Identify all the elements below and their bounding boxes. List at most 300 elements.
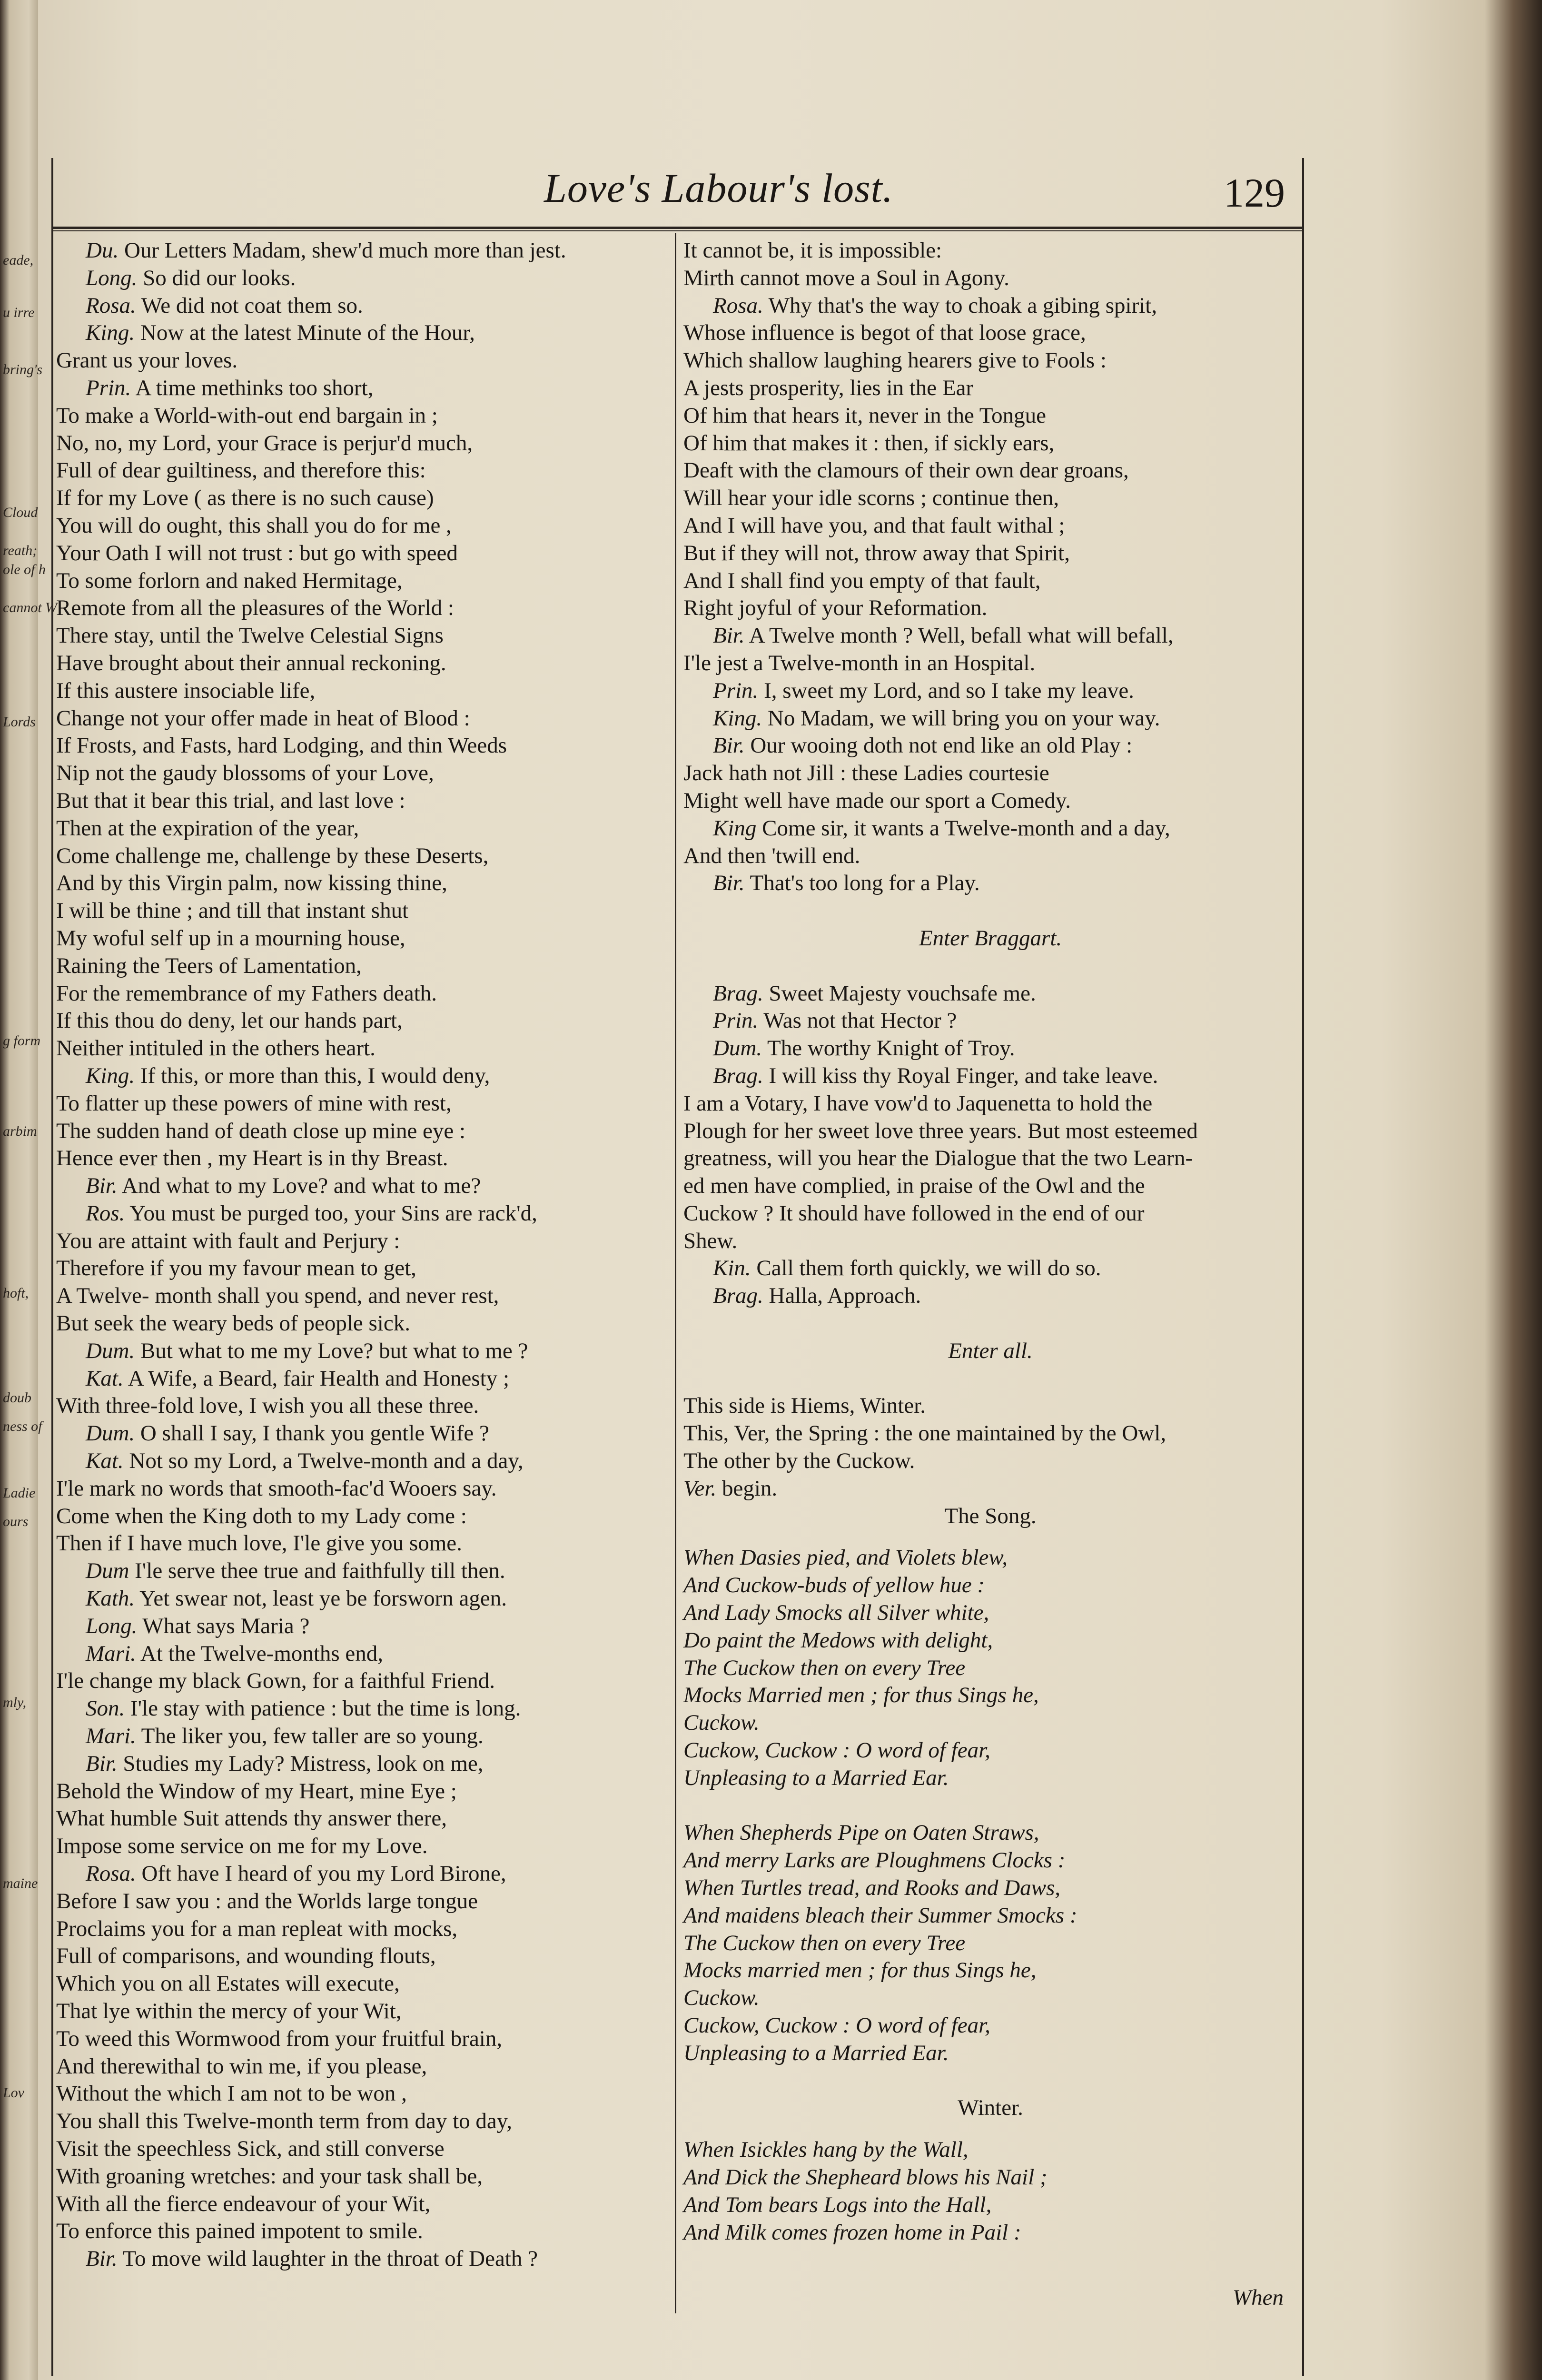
line-text: Change not your offer made in heat of Blood : xyxy=(56,705,470,731)
verse-line xyxy=(56,1557,670,1585)
verse-line xyxy=(683,457,1297,485)
song-line: And Dick the Shepheard blows his Nail ; xyxy=(683,2164,1048,2190)
prev-page-fragment: ole of h xyxy=(3,562,46,577)
verse-line xyxy=(56,1695,670,1723)
line-text: Come sir, it wants a Twelve-month and a day, xyxy=(756,815,1170,841)
verse-line xyxy=(56,1255,670,1282)
line-text: Shew. xyxy=(683,1228,738,1253)
speaker-prefix: Du. xyxy=(86,238,119,263)
line-text: A Twelve- month shall you spend, and never rest, xyxy=(56,1283,499,1309)
verse-line xyxy=(683,622,1297,650)
verse-line xyxy=(56,567,670,595)
speaker-prefix: Bir. xyxy=(86,2246,118,2271)
speaker-prefix: King. xyxy=(713,705,762,731)
verse-line xyxy=(56,760,670,787)
song-line: When Turtles tread, and Rooks and Daws, xyxy=(683,1875,1061,1901)
header-rule xyxy=(51,227,1304,229)
verse-line xyxy=(683,595,1297,622)
prev-page-fragment: u irre xyxy=(3,305,35,320)
column-divider xyxy=(675,233,676,2313)
verse-line xyxy=(56,1475,670,1503)
verse-line xyxy=(56,1613,670,1640)
verse-line xyxy=(683,512,1297,540)
line-text: But what to me my Love? but what to me ? xyxy=(135,1338,528,1363)
line-text: Then if I have much love, I'le give you some. xyxy=(56,1531,462,1556)
speaker-prefix: Bir. xyxy=(86,1751,118,1776)
speaker-prefix: Dum. xyxy=(86,1338,135,1363)
verse-line xyxy=(683,485,1297,512)
song-line: Cuckow, Cuckow : O word of fear, xyxy=(683,2013,990,2038)
previous-page-edge xyxy=(0,0,58,2380)
verse-line xyxy=(56,1860,670,1888)
verse-line xyxy=(56,1145,670,1172)
blank-line xyxy=(683,1310,1297,1338)
verse-line xyxy=(56,1228,670,1255)
verse-line xyxy=(56,2135,670,2163)
speaker-prefix: Dum. xyxy=(713,1036,762,1061)
line-text: There stay, until the Twelve Celestial Signs xyxy=(56,623,444,648)
catchword: When xyxy=(1233,2285,1284,2310)
speaker-prefix: Brag. xyxy=(713,981,763,1006)
verse-line xyxy=(683,1090,1297,1118)
verse-line xyxy=(56,2025,670,2053)
prev-page-fragment: eade, xyxy=(3,252,34,268)
verse-line xyxy=(56,980,670,1008)
speaker-prefix: Son. xyxy=(86,1696,125,1721)
speaker-prefix: Long. xyxy=(86,1613,138,1638)
line-text: Full of comparisons, and wounding flouts, xyxy=(56,1944,436,1969)
blank-line xyxy=(683,952,1297,980)
line-text: ed men have complied, in praise of the Owl and the xyxy=(683,1173,1145,1199)
verse-line xyxy=(56,1420,670,1448)
line-text: At the Twelve-months end, xyxy=(136,1641,384,1666)
verse-line xyxy=(56,1503,670,1530)
verse-line xyxy=(56,925,670,952)
verse-line xyxy=(56,870,670,897)
verse-line xyxy=(56,732,670,760)
line-text: You will do ought, this shall you do for me , xyxy=(56,513,452,538)
verse-line xyxy=(683,567,1297,595)
verse-line xyxy=(56,1888,670,1915)
verse-line xyxy=(683,1007,1297,1035)
verse-line xyxy=(56,787,670,815)
song-line: When Dasies pied, and Violets blew, xyxy=(683,1545,1008,1570)
verse-line xyxy=(56,1750,670,1778)
speaker-prefix: Rosa. xyxy=(86,1861,136,1886)
verse-line xyxy=(683,319,1297,347)
verse-line xyxy=(56,1090,670,1118)
line-text: I'le stay with patience : but the time is long. xyxy=(125,1696,521,1721)
line-text: Proclaims you for a man repleat with mocks, xyxy=(56,1916,458,1941)
line-text: A Wife, a Beard, fair Health and Honesty ; xyxy=(123,1366,510,1391)
verse-line xyxy=(56,1585,670,1613)
speaker-prefix: Kat. xyxy=(86,1366,124,1391)
line-text: I'le mark no words that smooth-fac'd Wooers say. xyxy=(56,1476,497,1501)
verse-line xyxy=(56,2163,670,2191)
speaker-prefix: Bir. xyxy=(86,1173,118,1199)
speaker-prefix: King. xyxy=(86,320,135,346)
line-text: No, no, my Lord, your Grace is perjur'd much, xyxy=(56,430,473,456)
verse-line xyxy=(56,1915,670,1943)
verse-line xyxy=(683,1118,1297,1145)
line-text: Raining the Teers of Lamentation, xyxy=(56,953,362,978)
verse-line xyxy=(56,1833,670,1860)
line-text: But seek the weary beds of people sick. xyxy=(56,1311,410,1336)
verse-line xyxy=(56,1282,670,1310)
song-heading: The Song. xyxy=(944,1503,1037,1528)
verse-line xyxy=(683,843,1297,870)
verse-line xyxy=(56,1805,670,1833)
speaker-prefix: Kat. xyxy=(86,1448,124,1474)
verse-line xyxy=(56,1062,670,1090)
line-text: I will kiss thy Royal Finger, and take leave. xyxy=(763,1063,1158,1088)
line-text: Oft have I heard of you my Lord Birone, xyxy=(136,1861,506,1886)
speaker-prefix: Bir. xyxy=(713,623,745,648)
line-text: What humble Suit attends thy answer there, xyxy=(56,1806,447,1831)
verse-line xyxy=(56,1365,670,1393)
song-line: Mocks married men ; for thus Sings he, xyxy=(683,1958,1037,1983)
line-text: Might well have made our sport a Comedy. xyxy=(683,788,1071,813)
line-text: Our wooing doth not end like an old Play : xyxy=(744,733,1133,758)
verse-line xyxy=(56,1778,670,1805)
line-text: Then at the expiration of the year, xyxy=(56,815,359,841)
line-text: To flatter up these powers of mine with rest, xyxy=(56,1091,452,1116)
song-line: When Shepherds Pipe on Oaten Straws, xyxy=(683,1820,1039,1845)
line-text: greatness, will you hear the Dialogue that the two Learn- xyxy=(683,1146,1193,1171)
speaker-prefix: Bir. xyxy=(713,871,745,896)
line-text: Call them forth quickly, we will do so. xyxy=(751,1256,1101,1281)
verse-line xyxy=(56,1007,670,1035)
song-line: And maidens bleach their Summer Smocks : xyxy=(683,1903,1077,1928)
prev-page-fragment: cannot W xyxy=(3,600,58,615)
line-text: The worthy Knight of Troy. xyxy=(762,1036,1015,1061)
line-text: Therefore if you my favour mean to get, xyxy=(56,1256,416,1281)
stage-direction: Enter Braggart. xyxy=(919,925,1062,951)
speaker-prefix: Bir. xyxy=(713,733,745,758)
prev-page-fragment: ours xyxy=(3,1514,29,1529)
running-title: Love's Labour's lost. xyxy=(544,165,893,211)
verse-line xyxy=(56,1723,670,1750)
line-text: I'le jest a Twelve-month in an Hospital. xyxy=(683,650,1036,675)
song-heading: Winter. xyxy=(958,2095,1023,2121)
verse-line xyxy=(56,1338,670,1365)
prev-page-fragment: ness of xyxy=(3,1418,42,1434)
verse-line xyxy=(683,1420,1297,1448)
blank-line xyxy=(683,2122,1297,2136)
verse-line xyxy=(683,980,1297,1008)
line-text: We did not coat them so. xyxy=(136,293,363,318)
line-text: To enforce this pained impotent to smile. xyxy=(56,2219,423,2244)
line-text: It cannot be, it is impossible: xyxy=(683,238,942,263)
line-text: And by this Virgin palm, now kissing thine, xyxy=(56,871,447,896)
verse-line xyxy=(56,2080,670,2108)
line-text: So did our looks. xyxy=(137,265,296,290)
verse-line xyxy=(56,1998,670,2025)
line-text: Not so my Lord, a Twelve-month and a day, xyxy=(123,1448,524,1474)
line-text: And therewithal to win me, if you please, xyxy=(56,2053,427,2079)
line-text: If this austere insociable life, xyxy=(56,678,316,703)
line-text: Your Oath I will not trust : but go with speed xyxy=(56,540,458,565)
header-rule-thin xyxy=(51,230,1304,231)
line-text: The sudden hand of death close up mine eye : xyxy=(56,1118,466,1143)
line-text: Whose influence is begot of that loose grace, xyxy=(683,320,1086,346)
line-text: Mirth cannot move a Soul in Agony. xyxy=(683,265,1009,290)
line-text: A time methinks too short, xyxy=(131,375,374,400)
verse-line xyxy=(683,760,1297,787)
verse-line xyxy=(683,677,1297,705)
speaker-prefix: Dum. xyxy=(86,1421,135,1446)
line-text: Sweet Majesty vouchsafe me. xyxy=(763,981,1036,1006)
verse-line xyxy=(56,512,670,540)
verse-line xyxy=(683,265,1297,292)
blank-line xyxy=(683,2067,1297,2095)
line-text: Was not that Hector ? xyxy=(758,1008,957,1033)
song-line: The Cuckow then on every Tree xyxy=(683,1655,966,1680)
line-text: Come challenge me, challenge by these Deserts, xyxy=(56,843,489,868)
line-text: No Madam, we will bring you on your way. xyxy=(762,705,1160,731)
verse-line xyxy=(683,1172,1297,1200)
song-line: Cuckow. xyxy=(683,1710,760,1735)
line-text: My woful self up in a mourning house, xyxy=(56,925,405,951)
speaker-prefix: Brag. xyxy=(713,1283,763,1309)
verse-line xyxy=(56,1200,670,1228)
verse-line xyxy=(56,1640,670,1668)
line-text: Have brought about their annual reckoning. xyxy=(56,650,446,675)
line-text: Which shallow laughing hearers give to Fools : xyxy=(683,348,1107,373)
speaker-prefix: Mari. xyxy=(86,1724,136,1749)
prev-page-fragment: bring's xyxy=(3,362,43,377)
line-text: To make a World-with-out end bargain in ; xyxy=(56,403,438,428)
line-text: But if they will not, throw away that Spirit, xyxy=(683,540,1070,565)
line-text: Our Letters Madam, shew'd much more than jest. xyxy=(119,238,566,263)
verse-line xyxy=(56,292,670,320)
line-text: Right joyful of your Reformation. xyxy=(683,595,988,621)
verse-line xyxy=(56,1448,670,1475)
line-text: Hence ever then , my Heart is in thy Breast. xyxy=(56,1146,448,1171)
speaker-prefix: King. xyxy=(86,1063,135,1088)
line-text: Nip not the gaudy blossoms of your Love, xyxy=(56,761,434,786)
speaker-prefix: Kin. xyxy=(713,1256,751,1281)
line-text: Deaft with the clamours of their own dear groans, xyxy=(683,458,1129,483)
line-text: O shall I say, I thank you gentle Wife ? xyxy=(135,1421,489,1446)
prev-page-fragment: hoft, xyxy=(3,1285,29,1301)
prev-page-fragment: mly, xyxy=(3,1695,27,1710)
verse-line xyxy=(683,787,1297,815)
line-text: I'le change my black Gown, for a faithful Friend. xyxy=(56,1668,495,1694)
speaker-prefix: King xyxy=(713,815,757,841)
verse-line xyxy=(683,1392,1297,1420)
line-text: I will be thine ; and till that instant shut xyxy=(56,898,409,923)
verse-line xyxy=(56,1667,670,1695)
verse-line xyxy=(56,457,670,485)
line-text: With all the fierce endeavour of your Wit, xyxy=(56,2191,431,2216)
verse-line xyxy=(56,705,670,733)
verse-line xyxy=(56,677,670,705)
verse-line xyxy=(683,1448,1297,1475)
line-text: Come when the King doth to my Lady come : xyxy=(56,1503,467,1528)
line-text: You are attaint with fault and Perjury : xyxy=(56,1228,400,1253)
verse-line xyxy=(56,402,670,430)
verse-line xyxy=(56,897,670,925)
prev-page-fragment: arbim xyxy=(3,1123,37,1139)
verse-line xyxy=(56,1035,670,1062)
line-text: Neither intituled in the others heart. xyxy=(56,1036,376,1061)
song-line: And Milk comes frozen home in Pail : xyxy=(683,2220,1021,2245)
verse-line xyxy=(683,1145,1297,1172)
line-text: To some forlorn and naked Hermitage, xyxy=(56,568,403,593)
speaker-prefix: Ver. xyxy=(683,1476,717,1501)
verse-line xyxy=(683,1282,1297,1310)
verse-line xyxy=(56,237,670,265)
verse-line xyxy=(56,1392,670,1420)
verse-line xyxy=(56,1530,670,1557)
verse-line xyxy=(683,375,1297,402)
line-text: Halla, Approach. xyxy=(763,1283,921,1309)
verse-line xyxy=(683,402,1297,430)
line-text: Studies my Lady? Mistress, look on me, xyxy=(117,1751,484,1776)
line-text: Remote from all the pleasures of the World : xyxy=(56,595,454,621)
line-text: That's too long for a Play. xyxy=(744,871,980,896)
line-text: With three-fold love, I wish you all these three. xyxy=(56,1393,479,1418)
line-text: I am a Votary, I have vow'd to Jaquenetta to hold the xyxy=(683,1091,1153,1116)
song-line: Mocks Married men ; for thus Sings he, xyxy=(683,1683,1039,1708)
line-text: Before I saw you : and the Worlds large tongue xyxy=(56,1888,478,1914)
verse-line xyxy=(683,1200,1297,1228)
speaker-prefix: Prin. xyxy=(713,678,759,703)
line-text: If this thou do deny, let our hands part, xyxy=(56,1008,403,1033)
prev-page-fragment: Ladie xyxy=(3,1485,36,1501)
prev-page-fragment: Cloud xyxy=(3,505,38,520)
verse-line xyxy=(683,347,1297,375)
verse-line xyxy=(56,347,670,375)
song-line: Unpleasing to a Married Ear. xyxy=(683,1765,949,1790)
line-text: And what to my Love? and what to me? xyxy=(117,1173,481,1199)
song-line: When Isickles hang by the Wall, xyxy=(683,2137,969,2162)
line-text: What says Maria ? xyxy=(137,1613,310,1638)
line-text: With groaning wretches: and your task shall be, xyxy=(56,2163,483,2189)
line-text: And then 'twill end. xyxy=(683,843,860,868)
line-text: And I will have you, and that fault withal ; xyxy=(683,513,1065,538)
verse-line xyxy=(56,1118,670,1145)
verse-line xyxy=(56,1310,670,1338)
song-line: Do paint the Medows with delight, xyxy=(683,1627,993,1653)
line-text: Grant us your loves. xyxy=(56,348,238,373)
verse-line xyxy=(683,870,1297,897)
song-line: And Tom bears Logs into the Hall, xyxy=(683,2192,992,2217)
song-line: And Cuckow-buds of yellow hue : xyxy=(683,1573,985,1598)
speaker-prefix: Kath. xyxy=(86,1586,135,1611)
line-text: You shall this Twelve-month term from day to day, xyxy=(56,2109,512,2134)
speaker-prefix: Ros. xyxy=(86,1200,125,1226)
prev-page-fragment: maine xyxy=(3,1875,38,1891)
verse-line xyxy=(683,732,1297,760)
song-line: And Lady Smocks all Silver white, xyxy=(683,1600,989,1626)
song-line: And merry Larks are Ploughmens Clocks : xyxy=(683,1848,1066,1873)
verse-line xyxy=(683,815,1297,843)
verse-line xyxy=(683,650,1297,677)
line-text: A Twelve month ? Well, befall what will befall, xyxy=(744,623,1174,648)
line-text: Which you on all Estates will execute, xyxy=(56,1971,400,1996)
speaker-prefix: Prin. xyxy=(86,375,131,400)
line-text: Jack hath not Jill : these Ladies courtesie xyxy=(683,761,1049,786)
speaker-prefix: Rosa. xyxy=(86,293,136,318)
verse-line xyxy=(683,430,1297,457)
verse-line xyxy=(683,1062,1297,1090)
line-text: A jests prosperity, lies in the Ear xyxy=(683,375,974,400)
right-column xyxy=(683,237,1297,2246)
verse-line xyxy=(56,843,670,870)
verse-line xyxy=(683,1255,1297,1282)
prev-page-fragment: g form xyxy=(3,1033,41,1049)
verse-line xyxy=(56,319,670,347)
verse-line xyxy=(56,2108,670,2135)
prev-page-fragment: reath; xyxy=(3,543,38,558)
verse-line xyxy=(56,1943,670,1970)
verse-line xyxy=(56,952,670,980)
verse-line xyxy=(56,1970,670,1998)
line-text: This, Ver, the Spring : the one maintained by the Owl, xyxy=(683,1421,1166,1446)
line-text: The liker you, few taller are so young. xyxy=(136,1724,484,1749)
line-text: Now at the latest Minute of the Hour, xyxy=(135,320,475,346)
line-text: If for my Love ( as there is no such cause) xyxy=(56,486,434,511)
left-column xyxy=(56,237,670,2273)
verse-line xyxy=(56,430,670,457)
line-text: Will hear your idle scorns ; continue then, xyxy=(683,486,1059,511)
verse-line xyxy=(56,650,670,677)
verse-line xyxy=(56,595,670,622)
verse-line xyxy=(56,485,670,512)
line-text: I, sweet my Lord, and so I take my leave. xyxy=(758,678,1134,703)
speaker-prefix: Long. xyxy=(86,265,138,290)
line-text: If this, or more than this, I would deny, xyxy=(135,1063,490,1088)
verse-line xyxy=(683,1475,1297,1503)
line-text: Visit the speechless Sick, and still converse xyxy=(56,2136,445,2161)
line-text: I'le serve thee true and faithfully till then. xyxy=(129,1558,505,1584)
verse-line xyxy=(56,540,670,567)
speaker-prefix: Mari. xyxy=(86,1641,136,1666)
line-text: To weed this Wormwood from your fruitful brain, xyxy=(56,2026,503,2051)
verse-line xyxy=(683,540,1297,567)
speaker-prefix: Rosa. xyxy=(713,293,763,318)
verse-line xyxy=(56,815,670,843)
line-text: Plough for her sweet love three years. But most esteemed xyxy=(683,1118,1198,1143)
line-text: Yet swear not, least ye be forsworn agen. xyxy=(135,1586,507,1611)
line-text: Without the which I am not to be won , xyxy=(56,2081,407,2106)
prev-page-fragment: doub xyxy=(3,1390,31,1406)
line-text: But that it bear this trial, and last love : xyxy=(56,788,405,813)
song-line: Cuckow, Cuckow : O word of fear, xyxy=(683,1738,990,1763)
verse-line xyxy=(683,705,1297,733)
page-number: 129 xyxy=(1224,170,1285,216)
line-text: To move wild laughter in the throat of Death ? xyxy=(117,2246,538,2271)
prev-page-fragment: Lov xyxy=(3,2085,24,2101)
verse-line xyxy=(56,2245,670,2273)
song-line: Unpleasing to a Married Ear. xyxy=(683,2040,949,2065)
line-text: That lye within the mercy of your Wit, xyxy=(56,1999,402,2023)
verse-line xyxy=(56,2191,670,2218)
verse-line xyxy=(683,292,1297,320)
line-text: And I shall find you empty of that fault, xyxy=(683,568,1041,593)
verse-line xyxy=(683,237,1297,265)
verse-line xyxy=(683,1228,1297,1255)
verse-line xyxy=(683,1035,1297,1062)
line-text: You must be purged too, your Sins are rack'd, xyxy=(125,1200,537,1226)
line-text: Full of dear guiltiness, and therefore this: xyxy=(56,458,426,483)
song-line: The Cuckow then on every Tree xyxy=(683,1930,966,1955)
verse-line xyxy=(56,1172,670,1200)
line-text: Cuckow ? It should have followed in the end of our xyxy=(683,1200,1145,1226)
line-text: begin. xyxy=(716,1476,778,1501)
